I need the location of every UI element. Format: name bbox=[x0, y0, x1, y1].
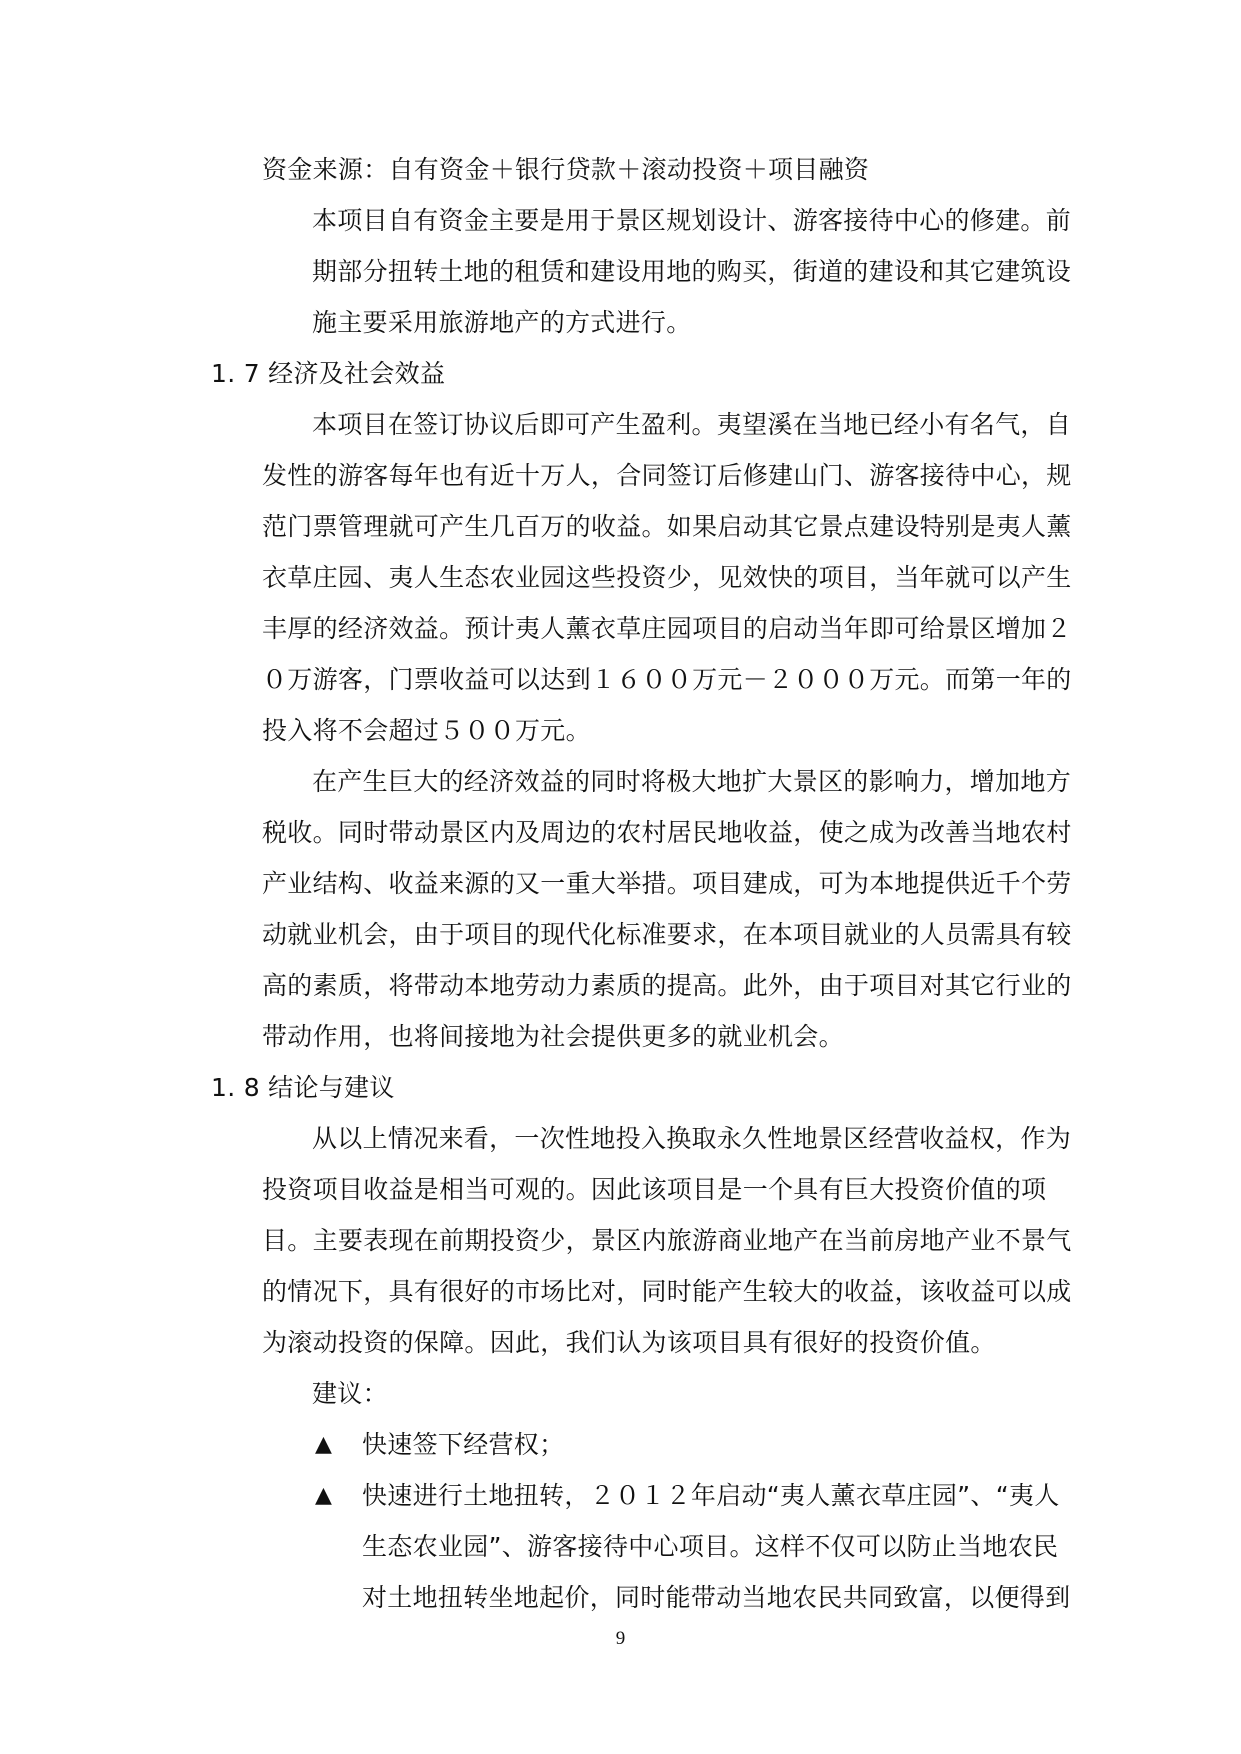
section-1-7-para1-line: 丰厚的经济效益。预计夷人薰衣草庄园项目的启动当年即可给景区增加２ bbox=[262, 614, 1072, 643]
funding-para-line: 本项目自有资金主要是用于景区规划设计、游客接待中心的修建。前 bbox=[312, 206, 1072, 235]
section-1-7-para2-line: 在产生巨大的经济效益的同时将极大地扩大景区的影响力，增加地方 bbox=[312, 767, 1072, 796]
triangle-bullet-icon: ▲ bbox=[315, 1432, 332, 1457]
section-1-8-para-line: 投资项目收益是相当可观的。因此该项目是一个具有巨大投资价值的项 bbox=[262, 1175, 1047, 1204]
section-1-7-para1-line: ０万游客，门票收益可以达到１６００万元－２０００万元。而第一年的 bbox=[262, 665, 1072, 694]
bullet-item-line: 快速进行土地扭转，２０１２年启动“夷人薰衣草庄园”、“夷人 bbox=[362, 1481, 1060, 1510]
section-1-8-para-line: 从以上情况来看，一次性地投入换取永久性地景区经营收益权，作为 bbox=[312, 1124, 1072, 1153]
section-1-7-para2-line: 税收。同时带动景区内及周边的农村居民地收益，使之成为改善当地农村 bbox=[262, 818, 1072, 847]
suggestion-label: 建议： bbox=[312, 1379, 388, 1408]
section-1-8-para-line: 目。主要表现在前期投资少，景区内旅游商业地产在当前房地产业不景气 bbox=[262, 1226, 1072, 1255]
bullet-item-line: 对土地扭转坐地起价，同时能带动当地农民共同致富，以便得到 bbox=[362, 1583, 1071, 1612]
section-1-7-para2-line: 产业结构、收益来源的又一重大举措。项目建成，可为本地提供近千个劳 bbox=[262, 869, 1072, 898]
section-1-7-para2-line: 动就业机会，由于项目的现代化标准要求，在本项目就业的人员需具有较 bbox=[262, 920, 1072, 949]
section-1-7-para2-line: 高的素质，将带动本地劳动力素质的提高。此外，由于项目对其它行业的 bbox=[262, 971, 1072, 1000]
funding-para-line: 期部分扭转土地的租赁和建设用地的购买，街道的建设和其它建筑设 bbox=[312, 257, 1072, 286]
bullet-item-line: 生态农业园”、游客接待中心项目。这样不仅可以防止当地农民 bbox=[362, 1532, 1059, 1561]
section-1-8-para-line: 为滚动投资的保障。因此，我们认为该项目具有很好的投资价值。 bbox=[262, 1328, 996, 1357]
section-1-7-para1-line: 发性的游客每年也有近十万人，合同签订后修建山门、游客接待中心，规 bbox=[262, 461, 1072, 490]
section-1-8-para-line: 的情况下，具有很好的市场比对，同时能产生较大的收益，该收益可以成 bbox=[262, 1277, 1072, 1306]
section-1-7-para2-line: 带动作用，也将间接地为社会提供更多的就业机会。 bbox=[262, 1022, 844, 1051]
section-1-8-heading: 1. 8 结论与建议 bbox=[211, 1073, 395, 1102]
bullet-item: 快速签下经营权； bbox=[362, 1430, 565, 1459]
page-number: 9 bbox=[615, 1628, 626, 1649]
section-1-7-para1-line: 投入将不会超过５００万元。 bbox=[262, 716, 591, 745]
funding-para-line: 施主要采用旅游地产的方式进行。 bbox=[312, 308, 692, 337]
funding-source-line: 资金来源：自有资金＋银行贷款＋滚动投资＋项目融资 bbox=[262, 155, 870, 184]
triangle-bullet-icon: ▲ bbox=[315, 1483, 332, 1508]
section-1-7-heading: 1. 7 经济及社会效益 bbox=[211, 359, 446, 388]
section-1-7-para1-line: 本项目在签订协议后即可产生盈利。夷望溪在当地已经小有名气，自 bbox=[312, 410, 1072, 439]
section-1-7-para1-line: 衣草庄园、夷人生态农业园这些投资少，见效快的项目，当年就可以产生 bbox=[262, 563, 1072, 592]
section-1-7-para1-line: 范门票管理就可产生几百万的收益。如果启动其它景点建设特别是夷人薰 bbox=[262, 512, 1072, 541]
